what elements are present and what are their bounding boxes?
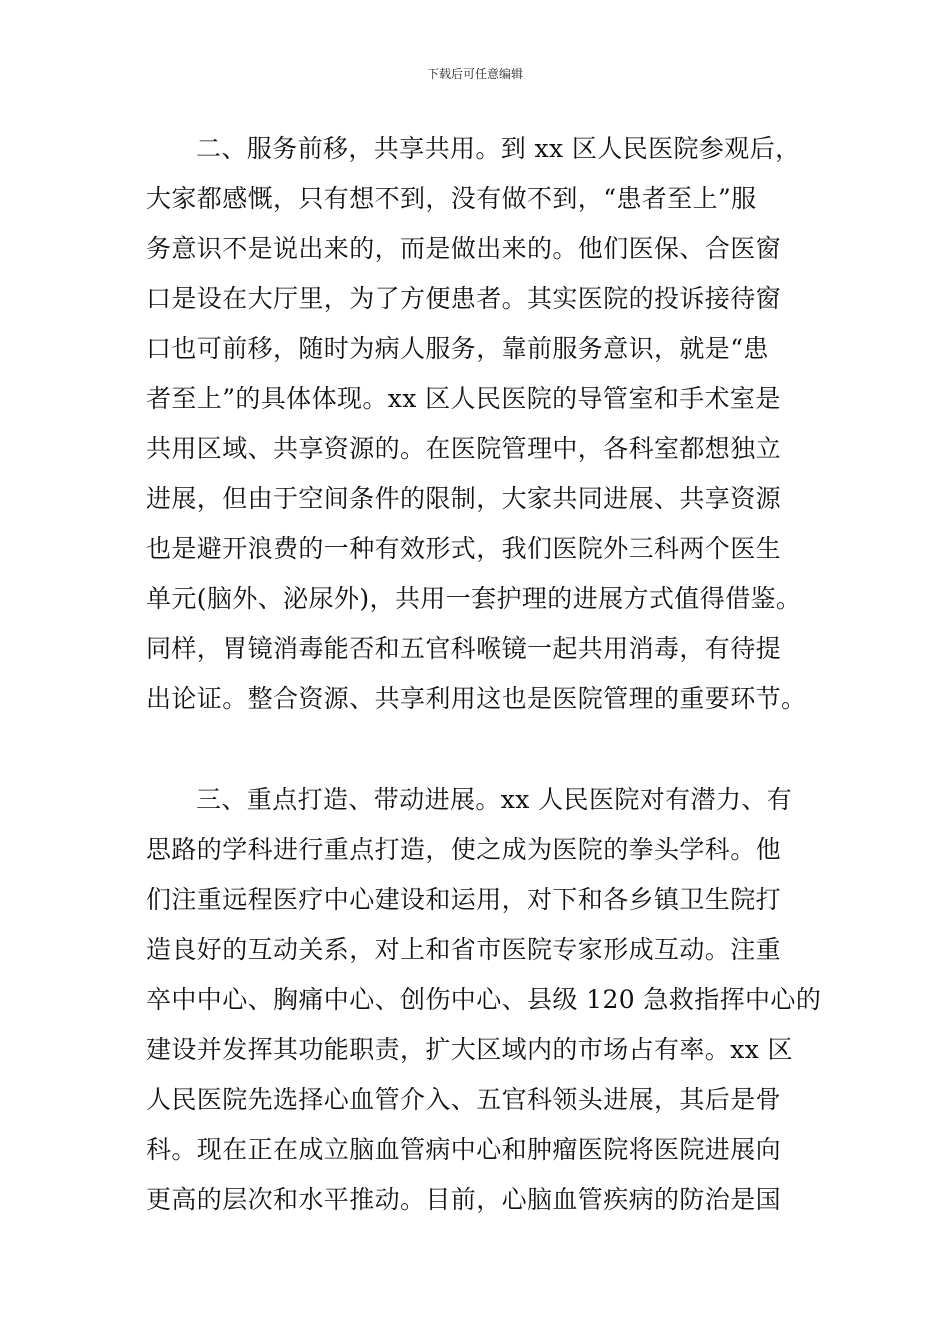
text-line: 卒中中心、胸痛中心、创伤中心、县级 120 急救指挥中心的	[146, 985, 822, 1014]
text-line: 大家都感慨，只有想不到，没有做不到，“患者至上”服	[146, 184, 757, 213]
text-line: 者至上”的具体体现。xx 区人民医院的导管室和手术室是	[146, 384, 781, 413]
text-line: 们注重远程医疗中心建设和运用，对下和各乡镇卫生院打	[146, 885, 782, 914]
text-line: 单元(脑外、泌尿外)，共用一套护理的进展方式值得借鉴。	[146, 584, 802, 613]
text-line: 同样，胃镜消毒能否和五官科喉镜一起共用消毒，有待提	[146, 634, 782, 663]
paragraph-key-development	[146, 775, 826, 1225]
paragraph-spacer	[146, 724, 826, 775]
text-line: 二、服务前移，共享共用。到 xx 区人民医院参观后，	[196, 134, 801, 163]
paragraph-service-forward	[146, 124, 826, 724]
text-line: 科。现在正在成立脑血管病中心和肿瘤医院将医院进展向	[146, 1135, 782, 1164]
text-line: 共用区域、共享资源的。在医院管理中，各科室都想独立	[146, 434, 782, 463]
text-line: 口也可前移，随时为病人服务，靠前服务意识，就是“患	[146, 334, 769, 363]
text-line: 进展，但由于空间条件的限制，大家共同进展、共享资源	[146, 484, 782, 513]
text-line: 思路的学科进行重点打造，使之成为医院的拳头学科。他	[146, 835, 782, 864]
text-line: 建设并发挥其功能职责，扩大区域内的市场占有率。xx 区	[146, 1035, 793, 1064]
document-body	[146, 124, 826, 1225]
text-line: 务意识不是说出来的，而是做出来的。他们医保、合医窗	[146, 234, 782, 263]
text-line: 更高的层次和水平推动。目前，心脑血管疾病的防治是国	[146, 1185, 782, 1214]
text-line: 口是设在大厅里，为了方便患者。其实医院的投诉接待窗	[146, 284, 782, 313]
text-line: 造良好的互动关系，对上和省市医院专家形成互动。注重	[146, 935, 782, 964]
text-line: 人民医院先选择心血管介入、五官科领头进展，其后是骨	[146, 1085, 782, 1114]
page-header: 下载后可任意编辑	[426, 67, 523, 81]
text-line: 三、重点打造、带动进展。xx 人民医院对有潜力、有	[196, 785, 793, 814]
text-line: 也是避开浪费的一种有效形式，我们医院外三科两个医生	[146, 534, 782, 563]
text-line: 出论证。整合资源、共享利用这也是医院管理的重要环节。	[146, 684, 807, 713]
